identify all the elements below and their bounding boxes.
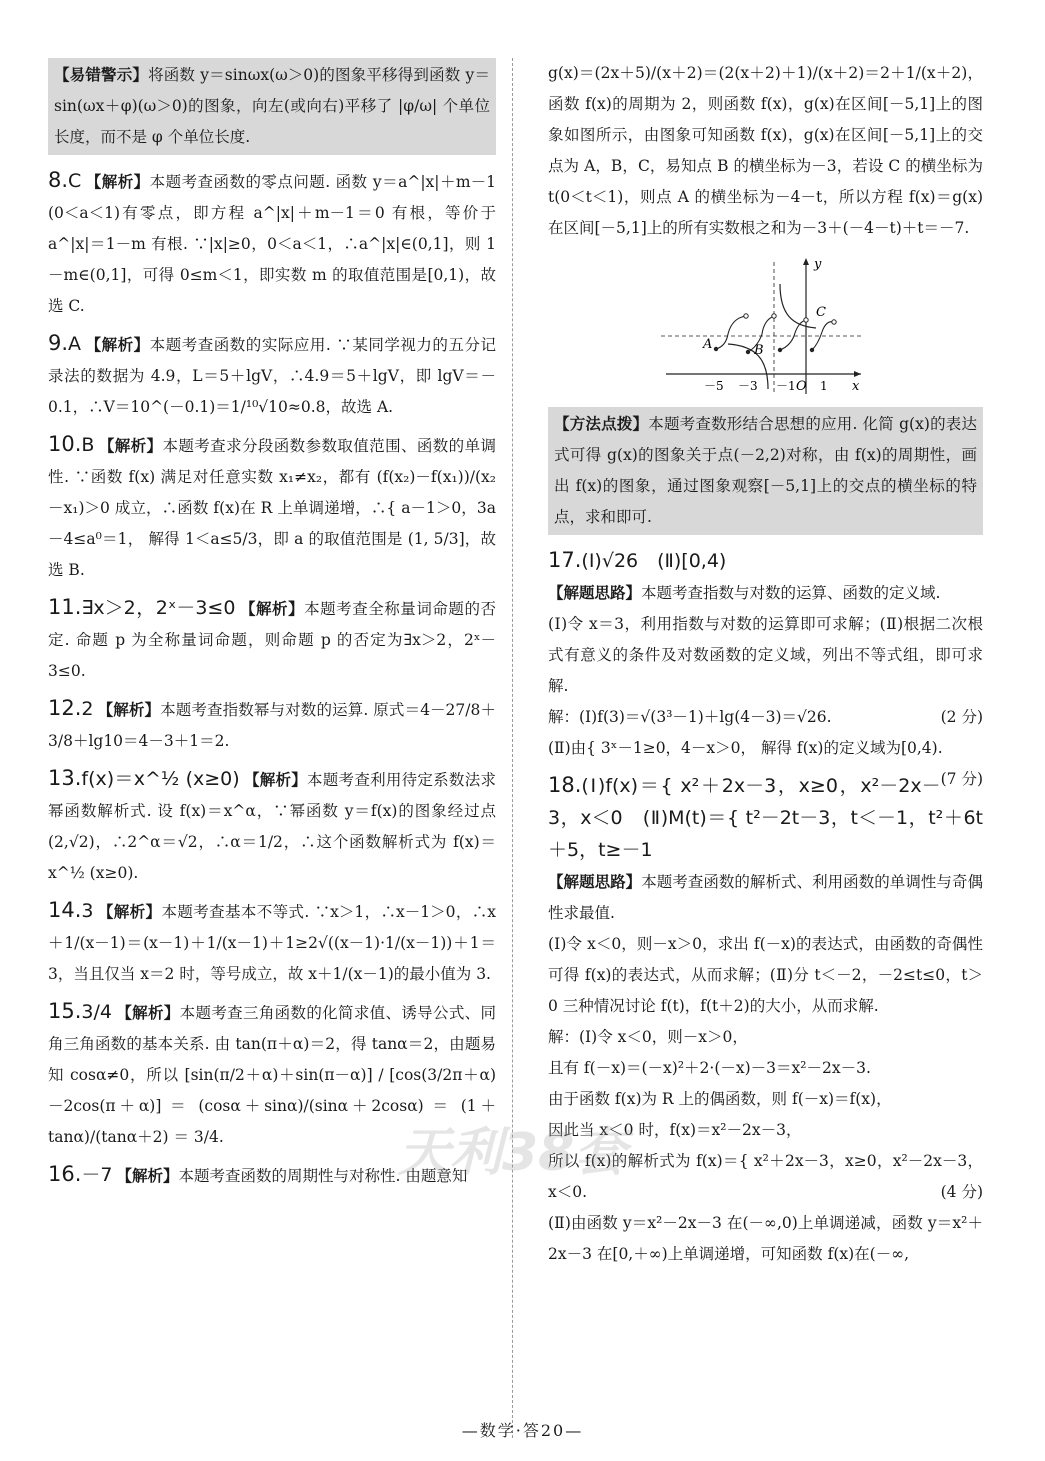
point-c-label: C: [815, 305, 826, 320]
x-axis-label: x: [851, 379, 859, 394]
page-footer: —数学·答20—: [461, 1421, 584, 1440]
right-column: [548, 58, 983, 1276]
method-tip-box: 【方法点拨】本题考查数形结合思想的应用. 化简 g(x)的表达式可得 g(x)的图象关于点(－2,2)对称，由 f(x)的周期性，画出 f(x)的图象，通过图象观察[－5,1]上的交点的横坐标的特点，求和即可.: [548, 407, 983, 535]
endpoint-dot: [803, 318, 807, 322]
origin-label: O: [795, 379, 807, 394]
left-column: [48, 58, 496, 1198]
answer-item-18: 18.(Ⅰ)f(x)＝{ x²＋2x－3，x≥0，x²－2x－3，x＜0 (Ⅱ)M(t)＝{ t²－2t－3，t＜－1，t²＋6t＋5，t≥－1 【解题思路】本题考查函数的解析式、利用函数的单调性与奇偶性求最值. (Ⅰ)令 x＜0，则－x＞0，求出 f(－x)的表达式，由函数的奇偶性可得 f(x)的表达式，从而求解；(Ⅱ)分 t＜－2，－2≤t≤0，t＞0 三种情况讨论 f(t)，f(t＋2)的大小，从而求解. 解：(Ⅰ)令 x＜0，则－x＞0， 且有 f(－x)＝(－x)²＋2·(－x)－3＝x²－2x－3. 由于函数 f(x)为 R 上的偶函数，则 f(－x)＝f(x)， 因此当 x＜0 时，f(x)＝x²－2x－3， 所以 f(x)的解析式为 f(x)＝{ x²＋2x－3，x≥0，x²－2x－3，x＜0. (4 分) (Ⅱ)由函数 y＝x²－2x－3 在(－∞,0)上单调递减，函数 y＝x²＋2x－3 在[0,＋∞)上单调递增，可知函数 f(x)在(－∞,: [548, 773, 983, 1263]
endpoint-dot: [745, 350, 749, 354]
point-a-label: A: [702, 337, 712, 352]
tick-label: －1: [775, 379, 796, 393]
g-curve: [728, 284, 816, 389]
answer-item-8: 8.C 【解析】本题考查函数的零点问题. 函数 y＝a^|x|＋m－1 (0＜a＜1)有零点，即方程 a^|x|＋m－1＝0 有根，等价于 a^|x|＝1－m 有根. ∵|x|≥0，0＜a＜1，∴a^|x|∈(0,1]，则 1－m∈(0,1]，可得 0≤m＜1，即实数 m 的取值范围是[0,1)，故选 C.: [48, 168, 496, 315]
y-axis-arrow: [803, 258, 809, 265]
endpoint-dot: [777, 348, 781, 352]
answer-item-12: 12.2 【解析】本题考查指数幂与对数的运算. 原式＝4－27/8＋3/8＋lg10＝4－3＋1＝2.: [48, 696, 496, 750]
function-graph: [656, 254, 876, 399]
tip-text: 将函数 y＝sinωx(ω＞0)的图象平移得到函数 y＝sin(ωx＋φ)(ω＞0)的图象，向左(或向右)平移了 |φ/ω| 个单位长度，而不是 φ 个单位长度.: [54, 66, 490, 146]
tick-label: －5: [703, 379, 724, 393]
endpoint-dot: [809, 348, 813, 352]
answer-item-15: 15.3/4 【解析】本题考查三角函数的化简求值、诱导公式、同角三角函数的基本关系. 由 tan(π＋α)＝2，得 tanα＝2，由题易知 cosα≠0，所以 [sin(π/2＋α)＋sin(π－α)] / [cos(3/2π＋α)－2cos(π＋α)] ＝ (cosα＋sinα)/(sinα＋2cosα) ＝ (1＋tanα)/(tanα＋2) ＝ 3/4.: [48, 999, 496, 1146]
tick-label: －3: [737, 379, 758, 393]
endpoint-dot: [771, 314, 775, 318]
tip-tag: 【易错警示】: [54, 66, 149, 84]
answer-item-9: 9.A 【解析】本题考查函数的实际应用. ∵某同学视力的五分记录法的数据为 4.9，L＝5＋lgV，∴4.9＝5＋lgV，即 lgV＝－0.1，∴V＝10^(－0.1)＝1/¹⁰√10≈0.8，故选 A.: [48, 331, 496, 416]
answer-item-13: 13.f(x)＝x^½ (x≥0) 【解析】本题考查利用待定系数法求幂函数解析式. 设 f(x)＝x^α，∵幂函数 y＝f(x)的图象经过点(2,√2)，∴2^α＝√2，∴α＝1/2，∴这个函数解析式为 f(x)＝x^½ (x≥0).: [48, 766, 496, 882]
f-curve: [716, 316, 834, 352]
column-divider: [512, 58, 513, 1438]
y-axis-label: y: [813, 257, 821, 272]
point-b-label: B: [753, 343, 764, 358]
error-warning-box: [48, 58, 496, 155]
endpoint-dot: [713, 347, 717, 351]
answer-item-17: 17.(Ⅰ)√26 (Ⅱ)[0,4) 【解题思路】本题考查指数与对数的运算、函数的定义域. (Ⅰ)令 x＝3，利用指数与对数的运算即可求解；(Ⅱ)根据二次根式有意义的条件及对数函数的定义域，列出不等式组，即可求解. 解：(Ⅰ)f(3)＝√(3³－1)＋lg(4－3)＝√26. (2 分) (Ⅱ)由{ 3ˣ－1≥0，4－x＞0， 解得 f(x)的定义域为[0,4). (7 分): [548, 548, 983, 788]
endpoint-dot: [831, 320, 835, 324]
answer-item-16: 16.－7 【解析】本题考查函数的周期性与对称性. 由题意知: [48, 1162, 468, 1186]
endpoint-dot: [743, 314, 747, 318]
tick-label: 1: [819, 379, 828, 393]
answer-item-14: 14.3 【解析】本题考查基本不等式. ∵x＞1，∴x－1＞0，∴x＋1/(x－1)＝(x－1)＋1/(x－1)＋1≥2√((x－1)·1/(x－1))＋1＝3，当且仅当 x＝2 时，等号成立，故 x＋1/(x－1)的最小值为 3.: [48, 898, 496, 983]
watermark-logo: 天利38套: [398, 1123, 627, 1183]
answer-item-10: 10.B 【解析】本题考查求分段函数参数取值范围、函数的单调性. ∵函数 f(x) 满足对任意实数 x₁≠x₂，都有 (f(x₂)－f(x₁))/(x₂－x₁)＞0 成立，∴函数 f(x)在 R 上单调递增，∴{ a－1＞0，3a－4≤a⁰＝1， 解得 1＜a≤5/3，即 a 的取值范围是 (1, 5/3]，故选 B.: [48, 432, 496, 579]
q16-continuation: g(x)＝(2x＋5)/(x＋2)＝(2(x＋2)＋1)/(x＋2)＝2＋1/(x＋2)，函数 f(x)的周期为 2，则函数 f(x)，g(x)在区间[－5,1]上的图象如图所示，由图象可知函数 f(x)，g(x)在区间[－5,1]上的交点为 A，B，C，易知点 B 的横坐标为－3，若设 C 的横坐标为 t(0＜t＜1)，则点 A 的横坐标为－4－t，所以方程 f(x)＝g(x)在区间[－5,1]上的所有实数根之和为－3＋(－4－t)＋t＝－7.: [548, 64, 983, 237]
x-axis-arrow: [854, 371, 861, 377]
answer-item-11: 11.∃x＞2，2ˣ－3≤0 【解析】本题考查全称量词命题的否定. 命题 p 为全称量词命题，则命题 p 的否定为∃x＞2，2ˣ－3≤0.: [48, 595, 496, 680]
